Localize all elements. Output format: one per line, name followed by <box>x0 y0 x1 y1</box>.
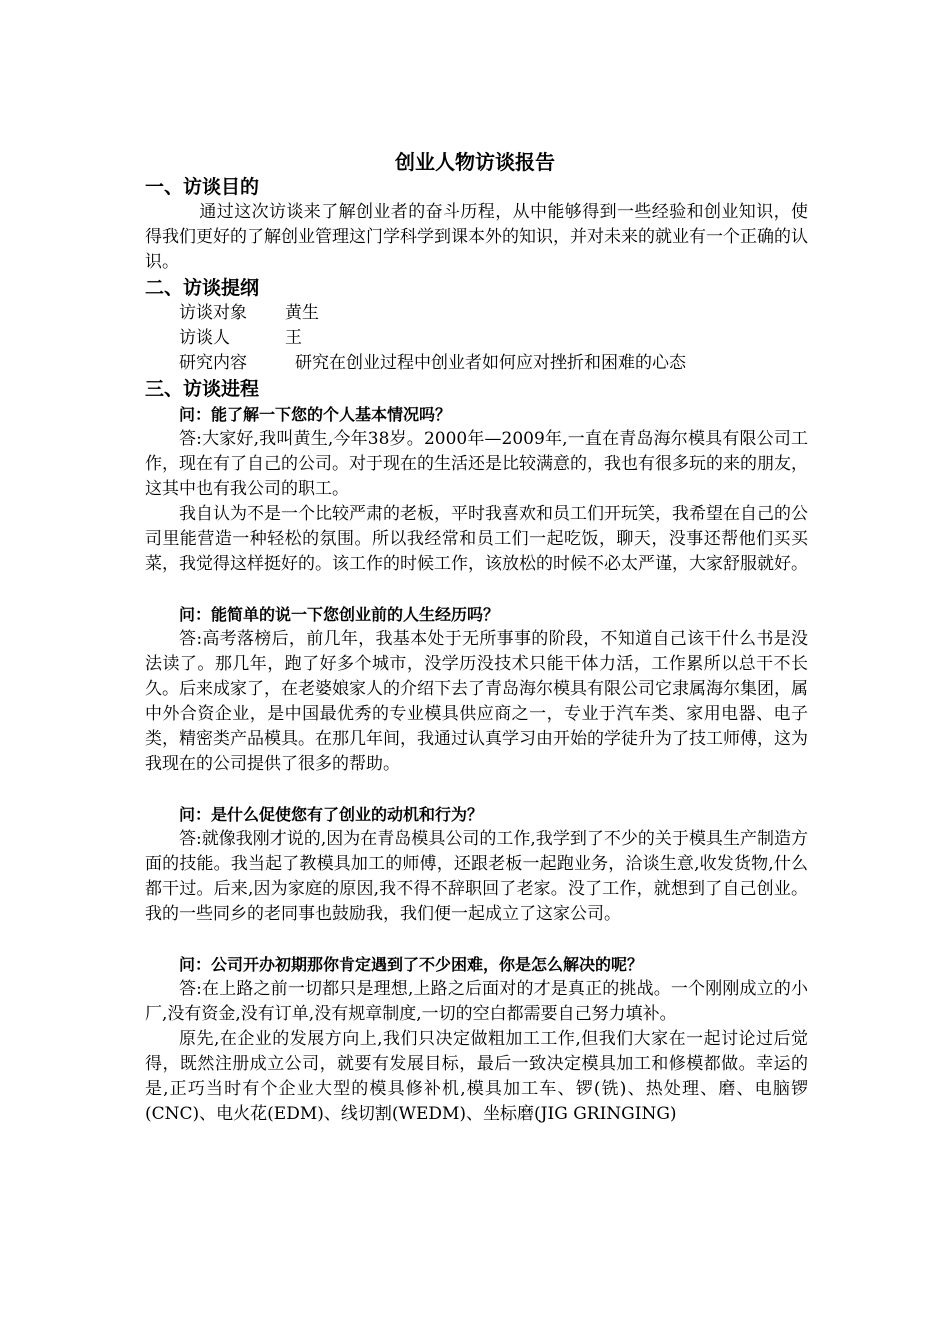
outline-value: 研究在创业过程中创业者如何应对挫折和困难的心态 <box>295 353 686 373</box>
answer-2-paragraph-1: 答:高考落榜后，前几年，我基本处于无所事事的阶段，不知道自己该干什么书是没法读了。那几年，跑了好多个城市，没学历没技术只能干体力活，工作累所以总干不长久。后来成家了，在老婆娘家人的介绍下去了青岛海尔模具有限公司它隶属海尔集团，属中外合资企业，是中国最优秀的专业模具供应商之一，专业于汽车类、家用电器、电子类，精密类产品模具。在那几年间，我通过认真学习由开始的学徒升为了技工师傅，这为我现在的公司提供了很多的帮助。 <box>145 629 808 774</box>
spacer <box>145 577 808 602</box>
section-heading-process: 三、访谈进程 <box>145 378 260 400</box>
question-2: 问：能简单的说一下您创业前的人生经历吗？ <box>179 605 500 624</box>
outline-row-interviewer <box>145 326 808 351</box>
answer-1-paragraph-1: 答:大家好,我叫黄生,今年38岁。2000年—2009年,一直在青岛海尔模具有限公司工作，现在有了自己的公司。对于现在的生活还是比较满意的，我也有很多玩的来的朋友，这其中也有我公司的职工。 <box>145 429 808 499</box>
outline-row-research <box>145 351 808 376</box>
question-1: 问：能了解一下您的个人基本情况吗？ <box>179 405 452 424</box>
outline-label: 访谈对象 <box>179 303 247 323</box>
question-3: 问：是什么促使您有了创业的动机和行为？ <box>179 805 484 824</box>
answer-4-paragraph-1: 答:在上路之前一切都只是理想,上路之后面对的才是真正的挑战。一个刚刚成立的小厂,没有资金,没有订单,没有规章制度,一切的空白都需要自己努力填补。 <box>145 979 808 1024</box>
section-heading-outline: 二、访谈提纲 <box>145 277 260 299</box>
spacer <box>145 927 808 952</box>
answer-1-paragraph-2: 我自认为不是一个比较严肃的老板，平时我喜欢和员工们开玩笑，我希望在自己的公司里能营造一种轻松的氛围。所以我经常和员工们一起吃饭，聊天，没事还帮他们买买菜，我觉得这样挺好的。该工作的时候工作，该放松的时候不必太严谨，大家舒服就好。 <box>145 504 808 574</box>
outline-value: 黄生 <box>285 303 319 323</box>
question-4: 问：公司开办初期那你肯定遇到了不少困难，你是怎么解决的呢？ <box>179 955 644 974</box>
outline-row-subject <box>145 301 808 326</box>
purpose-paragraph: 通过这次访谈来了解创业者的奋斗历程，从中能够得到一些经验和创业知识，使得我们更好的了解创业管理这门学科学到课本外的知识，并对未来的就业有一个正确的认识。 <box>145 202 808 272</box>
outline-value: 王 <box>285 328 302 348</box>
answer-3-paragraph-1: 答:就像我刚才说的,因为在青岛模具公司的工作,我学到了不少的关于模具生产制造方面的技能。我当起了教模具加工的师傅，还跟老板一起跑业务，洽谈生意,收发货物,什么都干过。后来,因为家庭的原因,我不得不辞职回了老家。没了工作，就想到了自己创业。我的一些同乡的老同事也鼓励我，我们便一起成立了这家公司。 <box>145 829 808 924</box>
document-body <box>145 174 808 1127</box>
section-heading-purpose: 一、访谈目的 <box>145 176 260 198</box>
outline-label: 访谈人 <box>179 328 230 348</box>
outline-label: 研究内容 <box>179 353 247 373</box>
answer-4-paragraph-2: 原先,在企业的发展方向上,我们只决定做粗加工工作,但我们大家在一起讨论过后觉得，既然注册成立公司，就要有发展目标，最后一致决定模具加工和修模都做。幸运的是,正巧当时有个企业大型的模具修补机,模具加工车、锣(铣)、热处理、磨、电脑锣(CNC)、电火花(EDM)、线切割(WEDM)、坐标磨(JIG GRINGING) <box>145 1029 808 1124</box>
document-title: 创业人物访谈报告 <box>395 150 555 174</box>
spacer <box>145 777 808 802</box>
